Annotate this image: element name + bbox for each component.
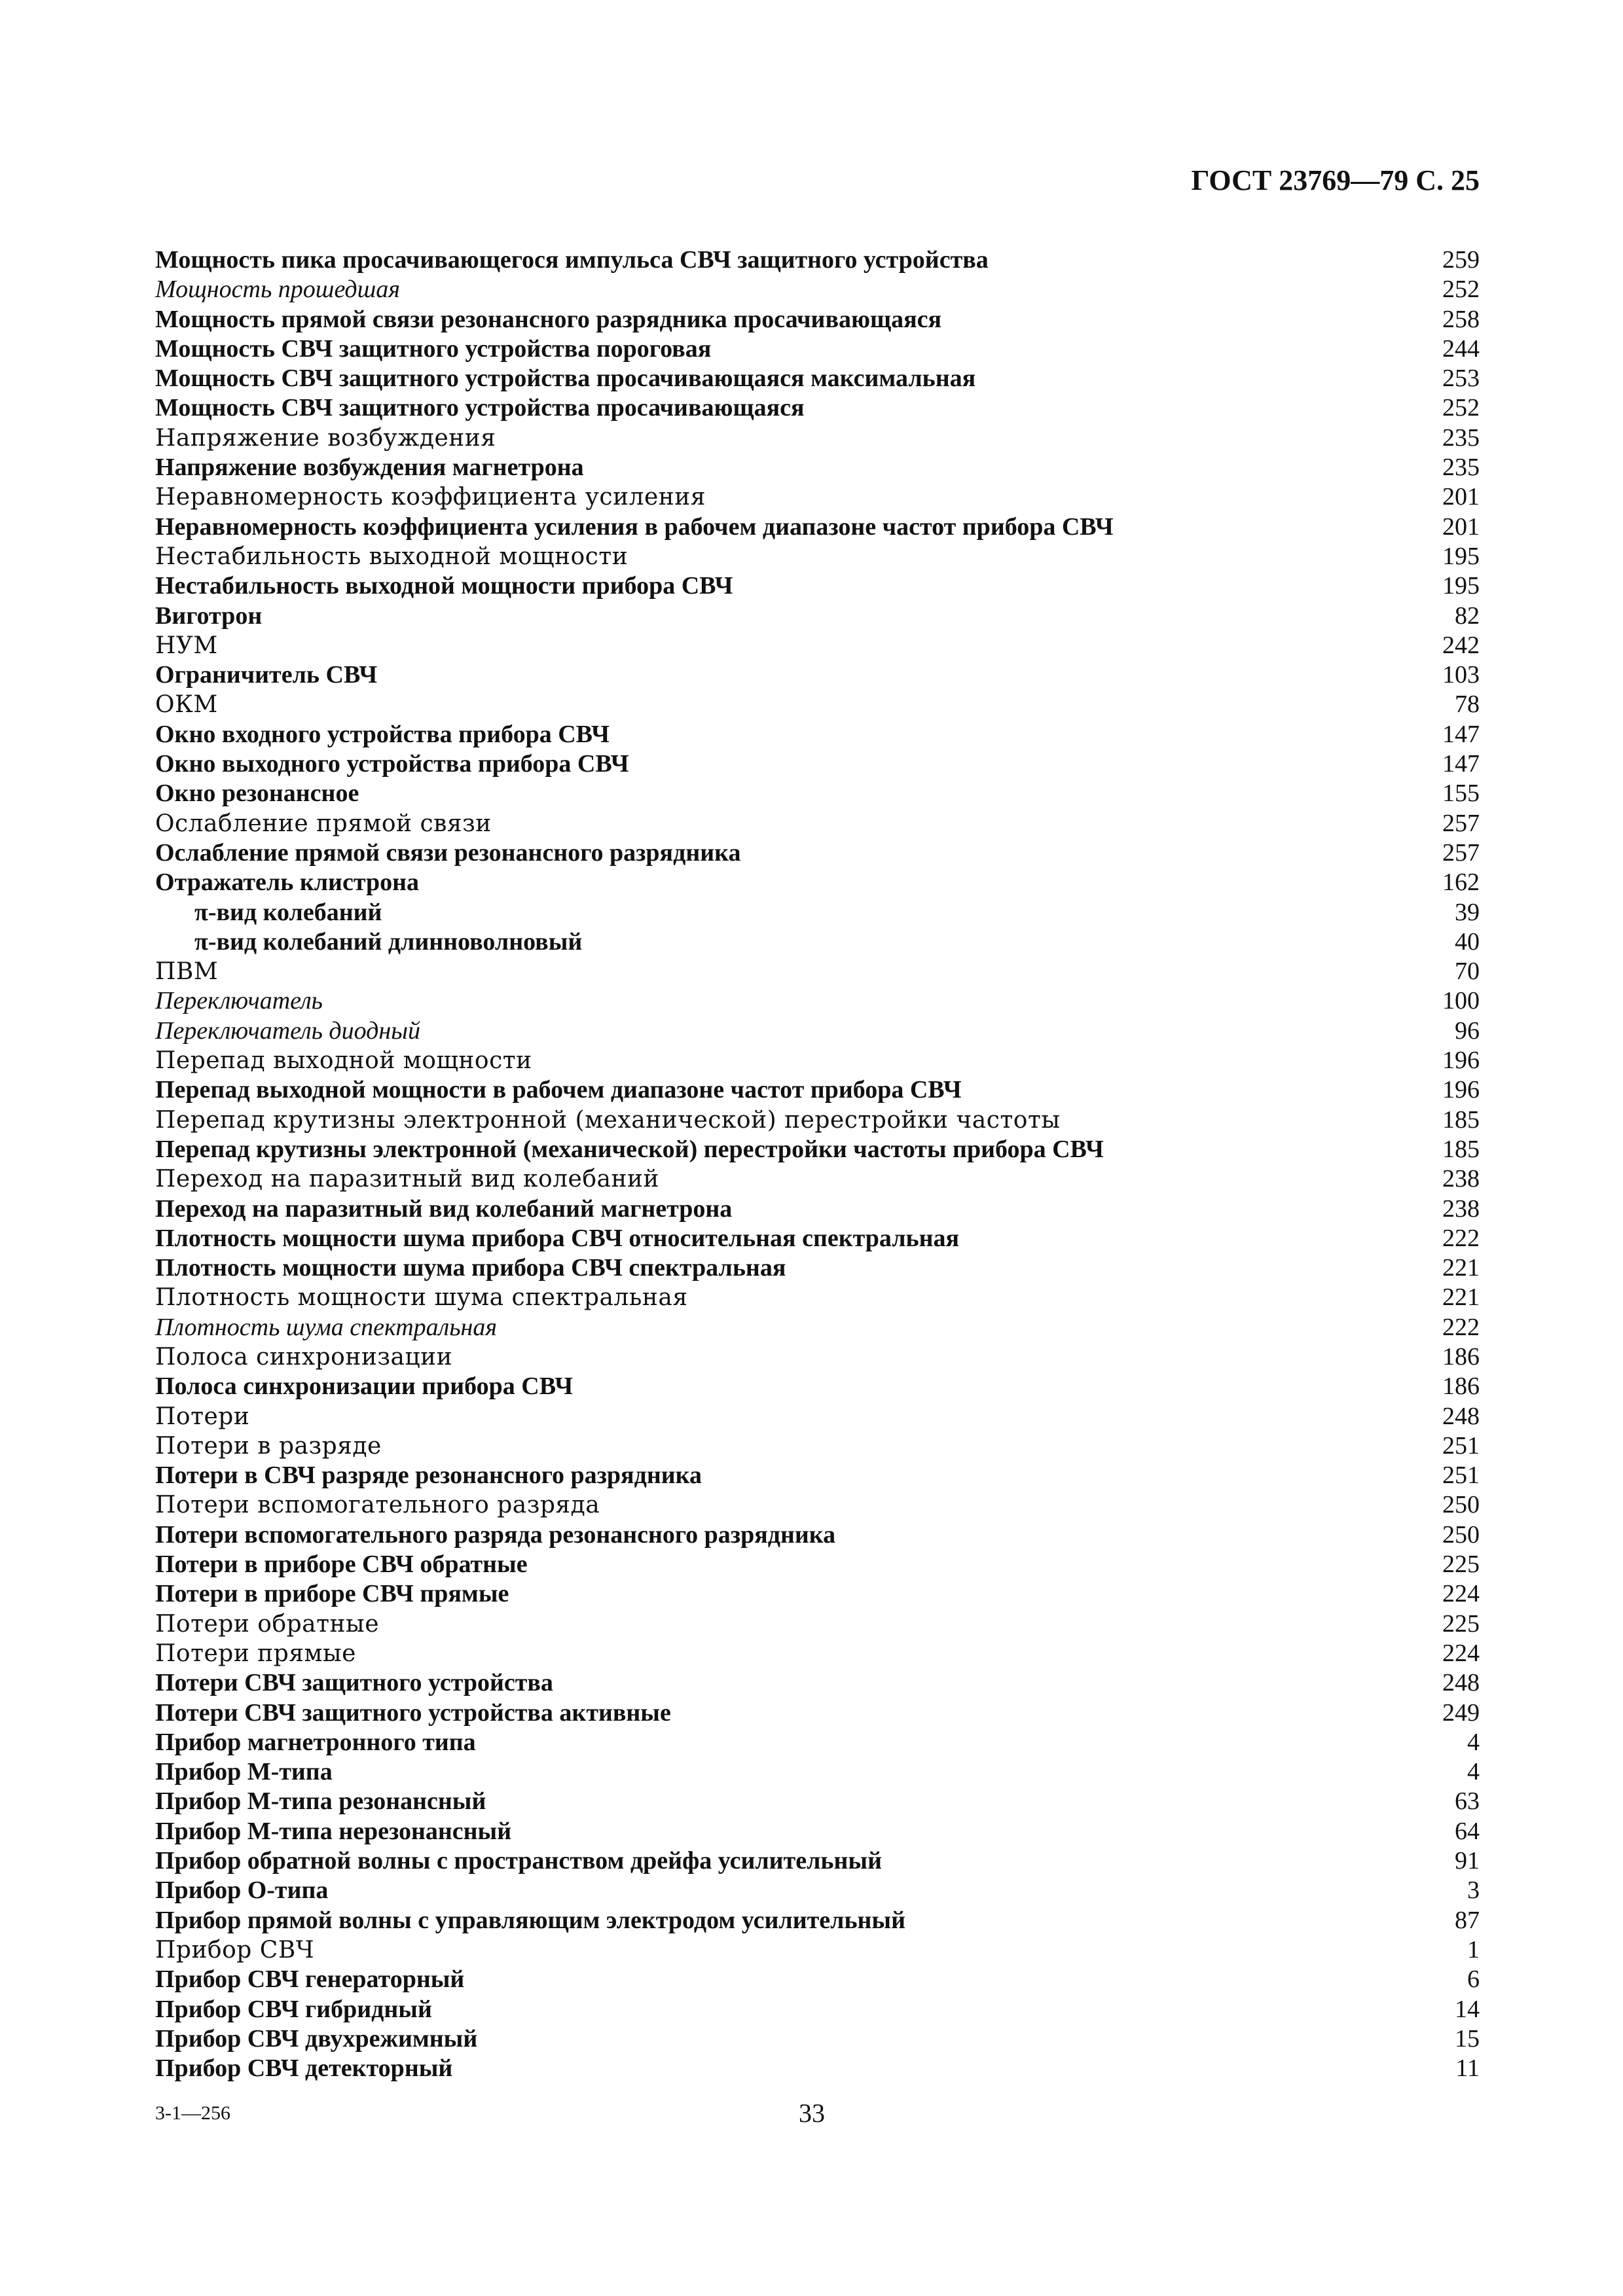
index-entry [155,601,1480,631]
index-entry [155,275,1480,304]
entry-term: Нестабильность выходной мощности [155,543,629,570]
index-entry [155,1846,1480,1876]
index-entry [155,393,1480,423]
entry-term: НУМ [155,632,218,659]
index-entry [155,1253,1480,1283]
entry-term: Мощность СВЧ защитного устройства просачивающаяся максимальная [155,365,976,393]
entry-page-number: 185 [1442,1105,1480,1134]
entry-term: Плотность мощности шума прибора СВЧ спектральная [155,1254,786,1282]
index-entry [155,1935,1480,1965]
entry-page-number: 103 [1442,661,1480,689]
index-entry [155,1965,1480,1994]
index-entry [155,1668,1480,1698]
index-entry [155,1728,1480,1757]
index-entry [155,1757,1480,1787]
entry-term: Плотность мощности шума прибора СВЧ относительная спектральная [155,1224,960,1252]
entry-page-number: 224 [1442,1639,1480,1667]
index-entry [155,1787,1480,1816]
entry-term: Перепад крутизны электронной (механической) перестройки частоты прибора СВЧ [155,1135,1104,1163]
entry-term: Ограничитель СВЧ [155,661,378,689]
index-entry [155,1372,1480,1401]
entry-page-number: 195 [1442,572,1480,600]
entry-page-number: 39 [1455,898,1480,926]
index-entry [155,571,1480,601]
index-entry [155,2054,1480,2083]
index-entry [155,1402,1480,1431]
entry-term: Мощность прошедшая [155,276,400,304]
entry-term: Напряжение возбуждения [155,424,496,452]
entry-term: Полоса синхронизации [155,1343,453,1371]
index-entries [155,245,1480,2083]
entry-page-number: 155 [1442,780,1480,808]
entry-term: Прибор СВЧ генераторный [155,1965,465,1994]
entry-term: Прибор М-типа [155,1758,333,1786]
entry-term: Переключатель диодный [155,1016,420,1045]
entry-page-number: 235 [1442,423,1480,452]
entry-page-number: 252 [1442,394,1480,422]
entry-page-number: 222 [1442,1224,1480,1252]
entry-page-number: 250 [1442,1520,1480,1549]
entry-page-number: 15 [1455,2024,1480,2053]
entry-term: Прибор обратной волны с пространством дрейфа усилительный [155,1847,882,1875]
entry-term: Окно резонансное [155,780,359,808]
entry-term: Потери обратные [155,1610,379,1638]
entry-page-number: 1 [1467,1935,1480,1964]
entry-page-number: 63 [1455,1787,1480,1816]
entry-page-number: 201 [1442,483,1480,511]
entry-term: π-вид колебаний длинноволновый [194,927,583,956]
entry-term: Прибор магнетронного типа [155,1728,476,1756]
entry-page-number: 186 [1442,1372,1480,1401]
entry-term: Окно входного устройства прибора СВЧ [155,720,610,748]
entry-term: Перепад выходной мощности в рабочем диапазоне частот прибора СВЧ [155,1076,962,1104]
index-entry [155,749,1480,779]
index-entry [155,305,1480,334]
index-entry [155,1817,1480,1846]
entry-page-number: 6 [1467,1965,1480,1994]
index-entry [155,1698,1480,1728]
entry-term: Потери в СВЧ разряде резонансного разрядника [155,1462,702,1490]
index-entry [155,1906,1480,1935]
index-entry [155,1520,1480,1550]
entry-term: Потери в приборе СВЧ прямые [155,1580,509,1608]
index-entry [155,1639,1480,1668]
entry-term: Прибор СВЧ двухрежимный [155,2024,478,2053]
index-entry [155,1313,1480,1342]
entry-page-number: 221 [1442,1283,1480,1312]
index-entry [155,1105,1480,1135]
footer-page-number: 33 [799,2098,825,2128]
entry-page-number: 251 [1442,1462,1480,1490]
entry-term: Потери вспомогательного разряда резонансного разрядника [155,1520,836,1549]
entry-term: Ослабление прямой связи [155,810,492,837]
index-entry [155,542,1480,571]
entry-page-number: 100 [1442,987,1480,1015]
entry-term: Плотность мощности шума спектральная [155,1284,688,1312]
entry-term: Мощность прямой связи резонансного разрядника просачивающаяся [155,305,942,333]
entry-page-number: 242 [1442,631,1480,659]
entry-page-number: 91 [1455,1847,1480,1875]
index-entry [155,1075,1480,1105]
entry-page-number: 82 [1455,601,1480,630]
entry-page-number: 258 [1442,305,1480,333]
entry-term: Мощность СВЧ защитного устройства просачивающаяся [155,394,805,422]
entry-page-number: 11 [1455,2054,1480,2083]
entry-page-number: 250 [1442,1491,1480,1519]
entry-term: Мощность пика просачивающегося импульса СВЧ защитного устройства [155,246,989,274]
entry-page-number: 87 [1455,1906,1480,1934]
entry-page-number: 78 [1455,691,1480,719]
entry-term: Перепад выходной мощности [155,1047,532,1075]
entry-term: Неравномерность коэффициента усиления в рабочем диапазоне частот прибора СВЧ [155,512,1114,541]
entry-term: Отражатель клистрона [155,869,419,897]
index-entry [155,779,1480,808]
entry-term: Потери вспомогательного разряда [155,1492,600,1519]
index-entry [155,1995,1480,2024]
index-entry [155,1461,1480,1490]
entry-page-number: 195 [1442,542,1480,570]
index-entry [155,2024,1480,2054]
index-entry [155,898,1480,927]
entry-term: Неравномерность коэффициента усиления [155,484,706,511]
entry-term: Потери прямые [155,1640,356,1667]
entry-term: Потери [155,1403,250,1430]
index-entry [155,986,1480,1016]
entry-term: Переключатель [155,987,323,1015]
entry-page-number: 70 [1455,958,1480,986]
index-entry [155,927,1480,957]
entry-page-number: 249 [1442,1698,1480,1727]
entry-page-number: 186 [1442,1342,1480,1371]
entry-page-number: 225 [1442,1609,1480,1638]
index-entry [155,1550,1480,1579]
index-entry [155,631,1480,660]
entry-term: Прибор СВЧ детекторный [155,2054,453,2083]
index-entry [155,809,1480,838]
index-entry [155,1579,1480,1609]
entry-term: Прибор СВЧ [155,1936,315,1964]
entry-term: Мощность СВЧ защитного устройства пороговая [155,334,712,363]
footer-print-code: 3-1—256 [155,2102,230,2124]
index-entry [155,482,1480,512]
index-entry [155,1876,1480,1905]
entry-term: Ослабление прямой связи резонансного разрядника [155,838,741,867]
entry-term: Потери СВЧ защитного устройства [155,1669,553,1697]
entry-page-number: 252 [1442,276,1480,304]
entry-page-number: 221 [1442,1254,1480,1282]
entry-page-number: 257 [1442,838,1480,867]
index-entry [155,1342,1480,1372]
index-entry [155,660,1480,690]
entry-page-number: 244 [1442,334,1480,363]
entry-page-number: 147 [1442,750,1480,778]
entry-term: Окно выходного устройства прибора СВЧ [155,750,629,778]
entry-page-number: 185 [1442,1135,1480,1163]
entry-page-number: 147 [1442,720,1480,748]
entry-page-number: 162 [1442,869,1480,897]
entry-term: ОКМ [155,691,218,719]
entry-term: ПВМ [155,958,219,986]
index-entry [155,423,1480,453]
entry-page-number: 235 [1442,454,1480,482]
document-header: ГОСТ 23769—79 С. 25 [1191,164,1480,196]
index-entry [155,957,1480,986]
index-entry [155,1431,1480,1461]
index-entry [155,1283,1480,1312]
index-entry [155,1046,1480,1075]
entry-page-number: 238 [1442,1165,1480,1193]
index-entry [155,720,1480,749]
entry-page-number: 196 [1442,1076,1480,1104]
entry-term: Нестабильность выходной мощности прибора СВЧ [155,572,733,600]
index-entry [155,1609,1480,1639]
index-entry [155,453,1480,482]
entry-page-number: 4 [1467,1728,1480,1756]
entry-page-number: 3 [1467,1876,1480,1905]
entry-term: Виготрон [155,601,263,630]
entry-page-number: 201 [1442,512,1480,541]
entry-page-number: 222 [1442,1313,1480,1341]
entry-term: Прибор СВЧ гибридный [155,1995,432,2023]
entry-term: Плотность шума спектральная [155,1313,498,1341]
entry-page-number: 64 [1455,1817,1480,1845]
entry-page-number: 196 [1442,1047,1480,1075]
index-entry [155,1490,1480,1520]
entry-page-number: 224 [1442,1580,1480,1608]
index-entry [155,690,1480,719]
index-entry [155,838,1480,868]
index-entry [155,1194,1480,1224]
entry-term: Переход на паразитный вид колебаний магнетрона [155,1194,733,1223]
entry-page-number: 253 [1442,365,1480,393]
entry-term: Перепад крутизны электронной (механической) перестройки частоты [155,1106,1061,1134]
entry-page-number: 225 [1442,1551,1480,1579]
entry-page-number: 4 [1467,1758,1480,1786]
entry-term: π-вид колебаний [194,898,382,926]
index-entry [155,245,1480,275]
index-entry [155,868,1480,897]
entry-page-number: 248 [1442,1669,1480,1697]
entry-page-number: 257 [1442,809,1480,837]
entry-term: Потери в разряде [155,1432,382,1460]
entry-page-number: 238 [1442,1194,1480,1223]
entry-term: Потери в приборе СВЧ обратные [155,1551,528,1579]
entry-page-number: 40 [1455,927,1480,956]
entry-term: Прибор М-типа резонансный [155,1787,486,1816]
index-entry [155,364,1480,393]
index-entry [155,512,1480,542]
entry-term: Полоса синхронизации прибора СВЧ [155,1372,574,1401]
entry-term: Прибор М-типа нерезонансный [155,1817,512,1845]
entry-term: Прибор О-типа [155,1876,329,1905]
entry-page-number: 14 [1455,1995,1480,2023]
entry-term: Переход на паразитный вид колебаний [155,1166,659,1193]
entry-page-number: 96 [1455,1016,1480,1045]
index-entry [155,1016,1480,1046]
entry-page-number: 259 [1442,246,1480,274]
entry-page-number: 248 [1442,1402,1480,1430]
index-entry [155,1164,1480,1194]
index-entry [155,1135,1480,1164]
index-entry [155,334,1480,364]
entry-term: Потери СВЧ защитного устройства активные [155,1698,671,1727]
index-entry [155,1224,1480,1253]
entry-term: Напряжение возбуждения магнетрона [155,454,584,482]
entry-term: Прибор прямой волны с управляющим электродом усилительный [155,1906,905,1934]
entry-page-number: 251 [1442,1431,1480,1460]
